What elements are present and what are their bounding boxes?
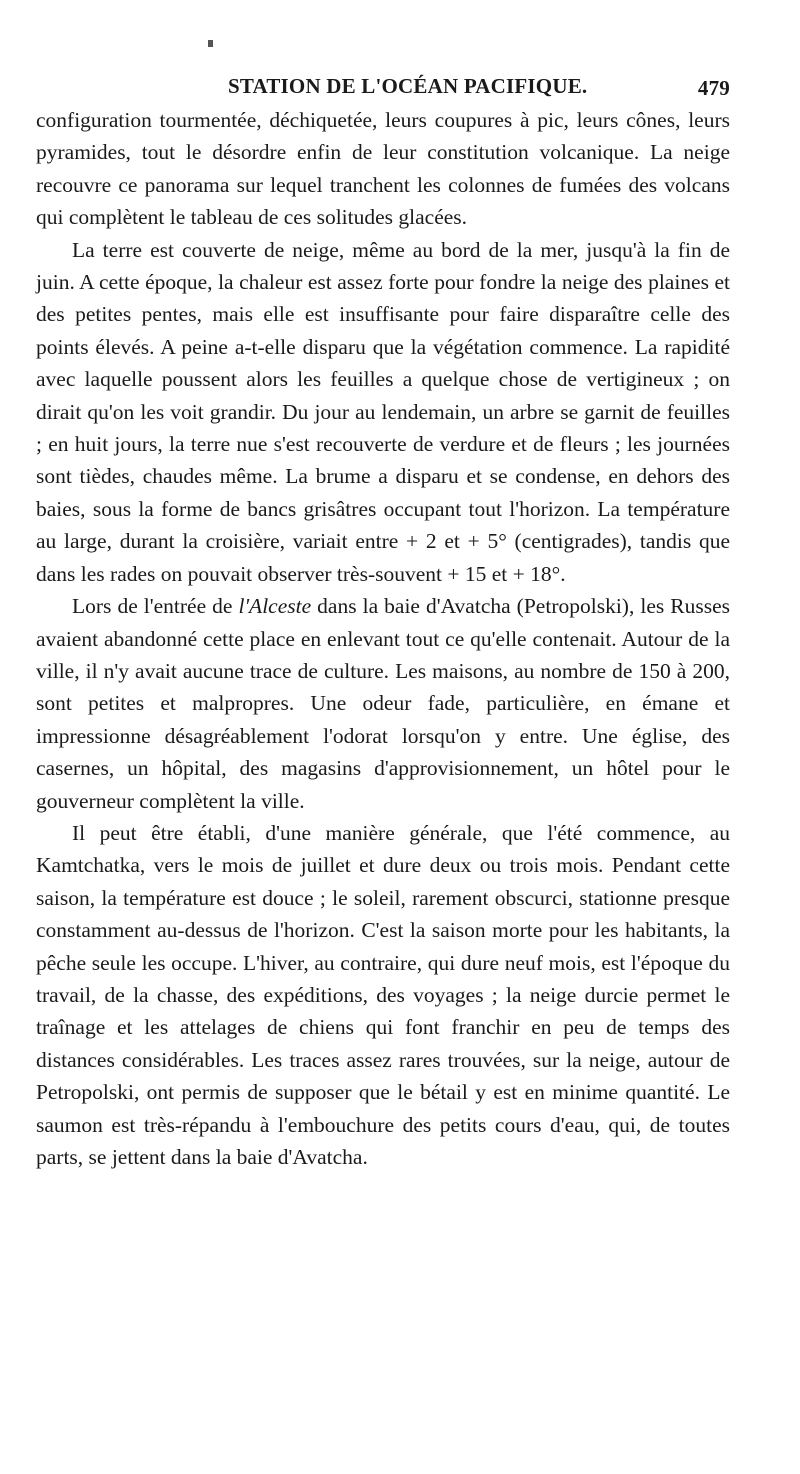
body-text: [36, 104, 730, 1173]
book-page: [36, 60, 730, 1173]
paragraph-text: dans la baie d'Avatcha (Petropolski), les Russes avaient abandonné cette place en enlevant tout ce qu'elle contenait. Autour de la ville, il n'y avait aucune trace de culture. Les maisons, au nombre de 150 à 200, sont petites et malpropres. Une odeur fade, particulière, en émane et impressionne désagréablement l'odorat lorsqu'on y entre. Une église, des casernes, un hôpital, des magasins d'approvisionnement, un hôtel pour le gouverneur complètent la ville.: [36, 594, 730, 813]
running-head: [36, 60, 730, 104]
ship-name: l'Alceste: [238, 594, 312, 619]
paragraph: Il peut être établi, d'une manière générale, que l'été commence, au Kamtchatka, vers le mois de juillet et dure deux ou trois mois. Pendant cette saison, la température est douce ; le soleil, rarement obscurci, stationne presque constamment au-dessus de l'horizon. C'est la saison morte pour les habitants, la pêche seule les occupe. L'hiver, au contraire, qui dure neuf mois, est l'époque du travail, de la chasse, des expéditions, des voyages ; la neige durcie permet le traînage et les attelages de chiens qui font franchir en peu de temps des distances considérables. Les traces assez rares trouvées, sur la neige, autour de Petropolski, ont permis de supposer que le bétail y est en minime quantité. Le saumon est très-répandu à l'embouchure des petits cours d'eau, qui, de toutes parts, se jettent dans la baie d'Avatcha.: [36, 820, 730, 1169]
paragraph-text: Lors de l'entrée de: [72, 594, 239, 619]
scan-speck: [208, 40, 213, 47]
paragraph-alceste: [36, 590, 730, 817]
paragraph: La terre est couverte de neige, même au bord de la mer, jusqu'à la fin de juin. A cette époque, la chaleur est assez forte pour fondre la neige des plaines et des petites pentes, mais elle est insuffisante pour faire disparaître celle des points élevés. A peine a-t-elle disparu que la végétation commence. La rapidité avec laquelle poussent alors les feuilles a quelque chose de vertigineux ; on dirait qu'on les voit grandir. Du jour au lendemain, un arbre se garnit de feuilles ; en huit jours, la terre nue s'est recouverte de verdure et de fleurs ; les journées sont tièdes, chaudes même. La brume a disparu et se condense, en dehors des baies, sous la forme de bancs grisâtres occupant tout l'horizon. La température au large, durant la croisière, variait entre + 2 et + 5° (centigrades), tandis que dans les rades on pouvait observer très-souvent + 15 et + 18°.: [36, 237, 730, 586]
paragraph-continued: configuration tourmentée, déchiquetée, leurs coupures à pic, leurs cônes, leurs pyramides, tout le désordre enfin de leur constitution volcanique. La neige recouvre ce panorama sur lequel tranchent les colonnes de fumées des volcans qui complètent le tableau de ces solitudes glacées.: [36, 108, 730, 230]
page-number: 479: [697, 76, 730, 100]
running-title: STATION DE L'OCÉAN PACIFIQUE.: [228, 74, 588, 98]
